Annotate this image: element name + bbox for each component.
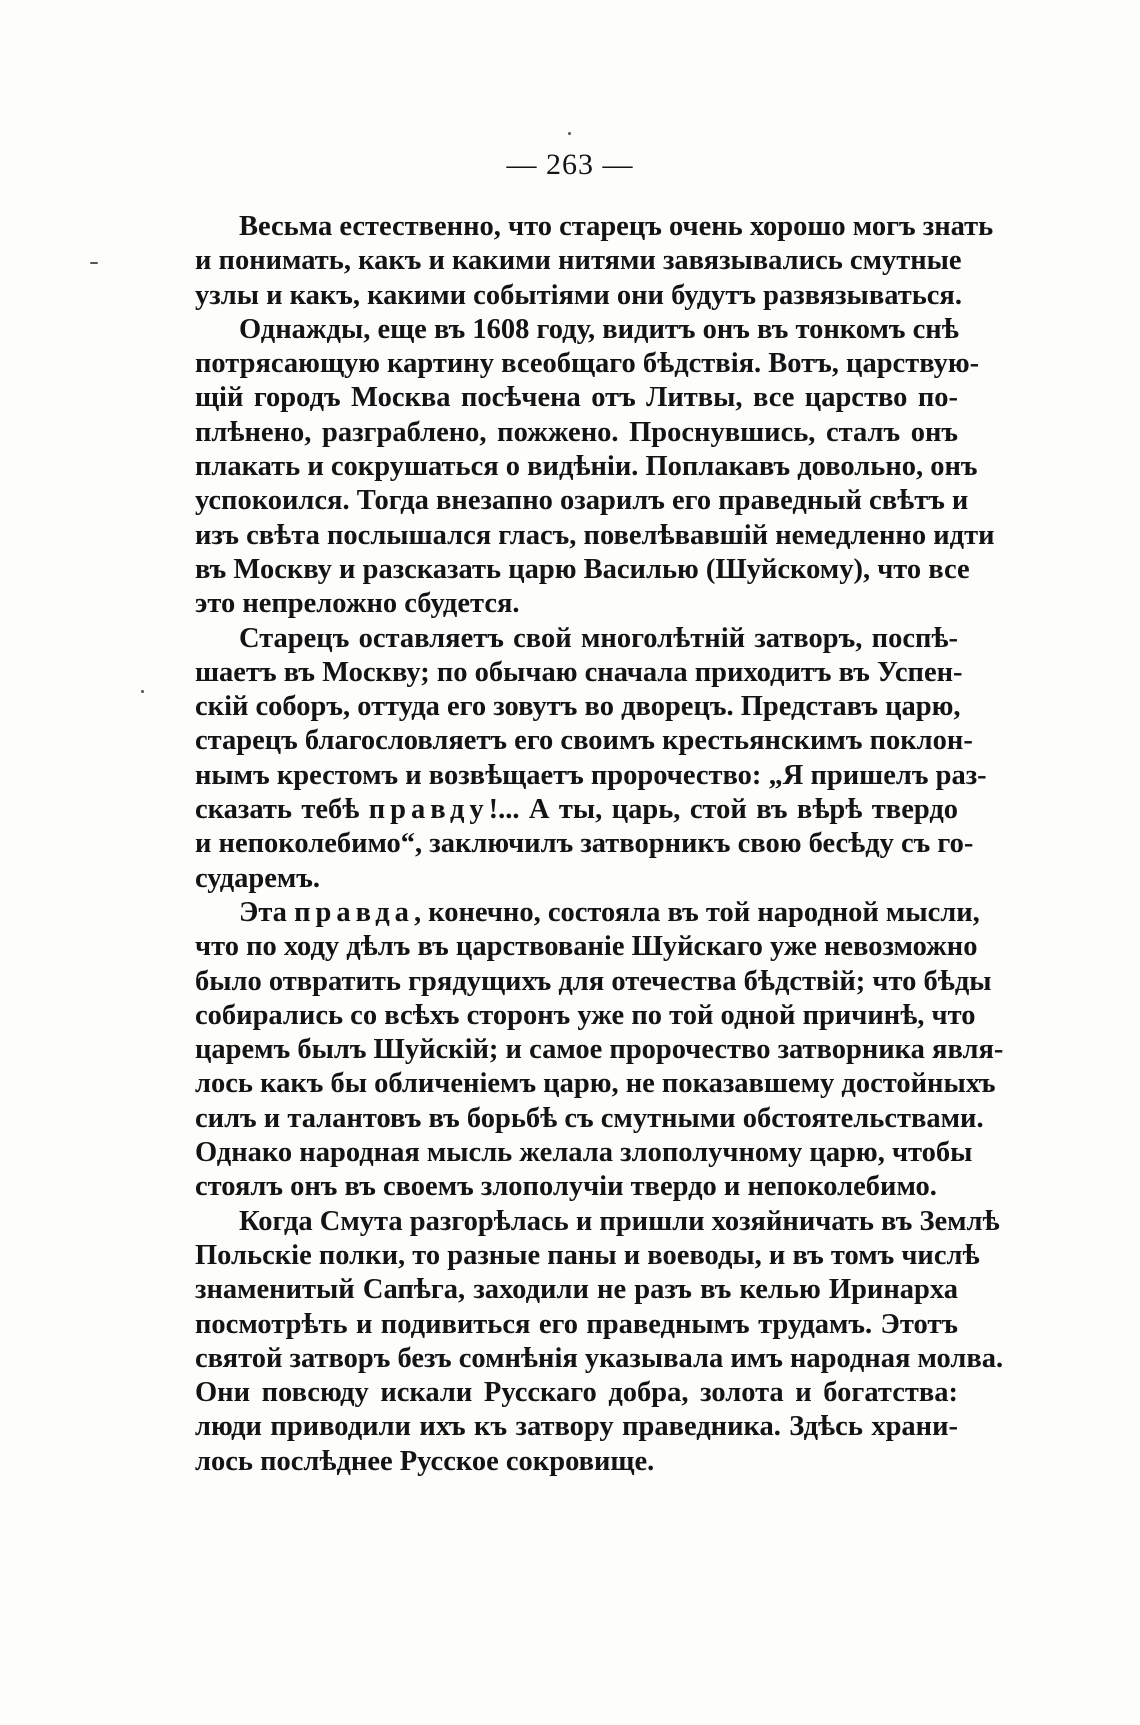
text-line: Когда Смута разгорѣлась и пришли хозяйничать въ Землѣ [239, 1205, 1000, 1237]
text-line [195, 896, 980, 930]
paragraph-3 [195, 622, 987, 896]
text-line: святой затворъ безъ сомнѣнія указывала имъ народная молва. [195, 1342, 1004, 1374]
text-line: скій соборъ, оттуда его зовутъ во дворецъ. Представъ царю, [195, 691, 961, 723]
text-line: собирались со всѣхъ сторонъ уже по той одной причинѣ, что [195, 999, 976, 1031]
text-segment: , конечно, состояла въ той народной мысли, [413, 896, 980, 928]
text-line: знаменитый Сапѣга, заходили не разъ въ келью Иринарха [195, 1274, 958, 1306]
page-number: — 263 — [506, 148, 634, 181]
text-segment: сказать тебѣ [195, 794, 369, 826]
text-line: щій городъ Москва посѣчена отъ Литвы, все царство по- [195, 382, 958, 414]
body-text [195, 210, 1004, 1479]
text-line: царемъ былъ Шуйскій; и самое пророчество затворника явля- [195, 1034, 1004, 1066]
text-line: въ Москву и разсказать царю Василью (Шуйскому), что все [195, 553, 970, 585]
text-line: люди приводили ихъ къ затвору праведника. Здѣсь храни- [195, 1411, 958, 1443]
text-line: Польскіе полки, то разные паны и воеводы, и въ томъ числѣ [195, 1239, 980, 1271]
text-line: что по ходу дѣлъ въ царствованіе Шуйскаго уже невозможно [195, 931, 978, 963]
text-line: нымъ крестомъ и возвѣщаетъ пророчество: „Я пришелъ раз- [195, 759, 987, 791]
text-line: лось послѣднее Русское сокровище. [195, 1445, 655, 1477]
text-line: старецъ благословляетъ его своимъ крестьянскимъ поклон- [195, 725, 973, 757]
print-speck [90, 262, 98, 264]
text-line: шаетъ въ Москву; по обычаю сначала приходитъ въ Успен- [195, 656, 963, 688]
paragraph-1 [195, 210, 994, 313]
text-line: было отвратить грядущихъ для отечества бѣдствій; что бѣды [195, 965, 992, 997]
text-line: потрясающую картину всеобщаго бѣдствія. Вотъ, царствую- [195, 348, 980, 380]
emphasis-spaced: правда [294, 896, 414, 928]
text-line: успокоился. Тогда внезапно озарилъ его праведный свѣтъ и [195, 485, 969, 517]
text-line: Старецъ оставляетъ свой многолѣтній затворъ, поспѣ- [239, 622, 958, 654]
text-line: Весьма естественно, что старецъ очень хорошо могъ знать [239, 211, 994, 242]
paragraph-4 [195, 896, 1004, 1205]
paragraph-2 [195, 313, 995, 622]
text-segment: Эта [239, 896, 295, 928]
text-line: лось какъ бы обличеніемъ царю, не показавшему достойныхъ [195, 1068, 996, 1100]
text-line: стоялъ онъ въ своемъ злополучіи твердо и непоколебимо. [195, 1171, 937, 1203]
text-line: посмотрѣть и подивиться его праведнымъ трудамъ. Этотъ [195, 1308, 958, 1340]
print-speck [141, 690, 144, 693]
text-line: плакать и сокрушаться о видѣніи. Поплакавъ довольно, онъ [195, 451, 978, 483]
text-line: сударемъ. [195, 862, 321, 894]
text-line: и непоколебимо“, заключилъ затворникъ свою бесѣду съ го- [195, 828, 974, 860]
text-line: изъ свѣта послышался гласъ, повелѣвавшій немедленно идти [195, 519, 995, 551]
text-line: узлы и какъ, какими событіями они будутъ развязываться. [195, 279, 962, 311]
text-line: плѣнено, разграблено, пожжено. Проснувшись, сталъ онъ [195, 416, 958, 448]
text-line: и понимать, какъ и какими нитями завязывались смутные [195, 245, 962, 277]
text-line: силъ и талантовъ въ борьбѣ съ смутными обстоятельствами. [195, 1102, 984, 1134]
paragraph-5 [195, 1205, 1004, 1479]
text-line [195, 793, 958, 827]
text-line: Однажды, еще въ 1608 году, видитъ онъ въ тонкомъ снѣ [239, 313, 959, 345]
text-line: это непреложно сбудется. [195, 588, 520, 620]
text-line: Они повсюду искали Русскаго добра, золота и богатства: [195, 1377, 958, 1409]
text-segment: !... А ты, царь, стой въ вѣрѣ твердо [488, 794, 958, 826]
text-line: Однако народная мысль желала злополучному царю, чтобы [195, 1137, 973, 1169]
print-speck [568, 132, 571, 135]
emphasis-spaced: правду [368, 794, 489, 826]
